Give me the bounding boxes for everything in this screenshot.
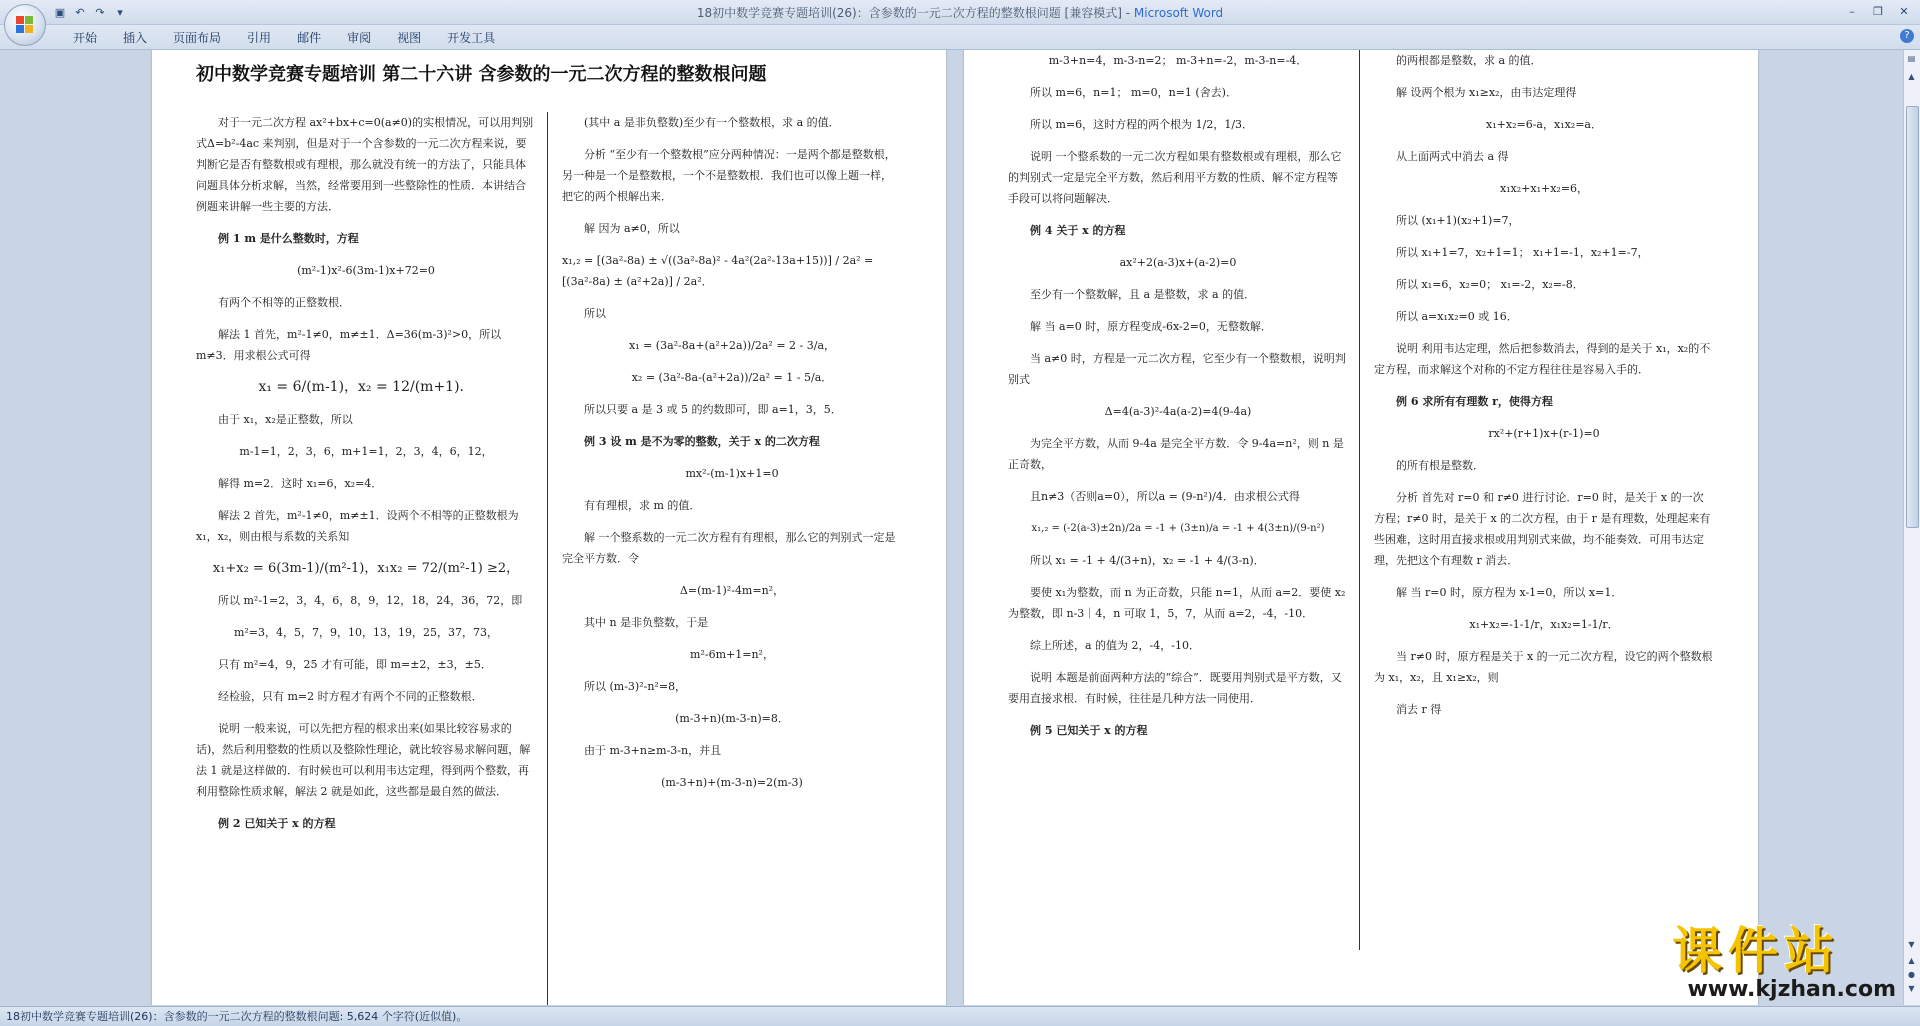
paragraph: 的所有根是整数． (1396, 459, 1484, 472)
window-title-app: Microsoft Word (1133, 6, 1224, 20)
paragraph: 消去 r 得 (1396, 703, 1442, 716)
solution-paragraph: 解 设两个根为 x₁≥x₂，由韦达定理得 (1396, 86, 1577, 99)
equation: x₁+x₂ = 6(3m-1)/(m²-1)，x₁x₂ = 72/(m²-1) ≥2， (212, 561, 520, 576)
paragraph: 对于一元二次方程 ax²+bx+c=0(a≠0)的实根情况，可以用判别式Δ=b²-4ac 来判别，但是对于一个含参数的一元二次方程来说，要判断它是否有整数根或有理根，那么就没有统一的方法了，只能具体问题具体分析求解，当然，经常要用到一些整除性的性质．本讲结合例题来讲解一些主要的方法． (196, 116, 534, 213)
paragraph: 有两个不相等的正整数根． (218, 296, 350, 309)
help-icon[interactable]: ? (1900, 29, 1914, 43)
equation-system: m-3+n=4，m-3-n=2； m-3+n=-2，m-3-n=-4． (1048, 54, 1308, 67)
tab-page-layout[interactable]: 页面布局 (173, 31, 222, 45)
tab-view[interactable]: 视图 (397, 31, 422, 45)
note-paragraph: 说明 利用韦达定理，然后把参数消去，得到的是关于 x₁，x₂的不定方程，而求解这个对称的不定方程往往是容易入手的． (1374, 342, 1711, 376)
tab-insert[interactable]: 插入 (123, 31, 148, 45)
equation-system: 所以 x₁+1=7，x₂+1=1； x₁+1=-1，x₂+1=-7， (1396, 246, 1649, 259)
paragraph: 至少有一个整数解，且 a 是整数，求 a 的值． (1030, 288, 1256, 301)
restore-icon[interactable]: ❐ (1873, 4, 1883, 18)
column-1 (196, 112, 536, 845)
paragraph: 当 r≠0 时，原方程是关于 x 的一元二次方程，设它的两个整数根为 x₁，x₂，且 x₁≥x₂，则 (1374, 650, 1713, 684)
paragraph: 只有 m²=4，9，25 才有可能，即 m=±2，±3，±5． (218, 658, 492, 671)
scrollbar-thumb[interactable] (1906, 106, 1919, 528)
equation: rx²+(r+1)x+(r-1)=0 (1488, 427, 1600, 440)
paragraph: 所以 (584, 307, 606, 320)
equation-system: x₁+x₂=6-a，x₁x₂=a． (1486, 118, 1602, 131)
vertical-scrollbar[interactable] (1903, 50, 1920, 1005)
equation: m-1=1，2，3，6，m+1=1，2，3，4，6，12， (239, 445, 493, 458)
equation: (m-3+n)(m-3-n)=8． (675, 712, 789, 725)
equation: x₁ = 6/(m-1)，x₂ = 12/(m+1)． (258, 379, 474, 395)
paragraph: 经检验，只有 m=2 时方程才有两个不同的正整数根． (218, 690, 483, 703)
column-4 (1374, 50, 1714, 731)
paragraph: 解得 m=2．这时 x₁=6，x₂=4． (218, 477, 383, 490)
office-button[interactable] (4, 4, 46, 46)
redo-icon[interactable]: ↷ (95, 5, 105, 19)
column-divider (547, 112, 548, 1005)
paragraph: 由于 x₁，x₂是正整数，所以 (218, 413, 353, 426)
window-controls (1840, 2, 1916, 20)
column-3 (1008, 50, 1348, 752)
tab-developer[interactable]: 开发工具 (447, 31, 496, 45)
paragraph: 所以 (m-3)²-n²=8， (584, 680, 687, 693)
equation: m²=3，4，5，7，9，10，13，19，25，37，73， (233, 626, 499, 639)
watermark-logo (1672, 923, 1902, 1001)
equation: x₁x₂+x₁+x₂=6， (1499, 182, 1589, 195)
column-divider (1359, 50, 1360, 950)
paragraph: 且n≠3（否则a=0），所以a = (9-n²)/4．由求根公式得 (1030, 490, 1300, 503)
status-text: 18初中数学竞赛专题培训(26)：含参数的一元二次方程的整数根问题: 5,624 个字符(近似值)。 (6, 1010, 468, 1023)
example-heading: 例 6 求所有有理数 r，使得方程 (1396, 395, 1553, 408)
tab-mailings[interactable]: 邮件 (297, 31, 322, 45)
watermark-url: www.kjzhan.com (1687, 977, 1896, 1002)
paragraph: 所以 a=x₁x₂=0 或 16． (1396, 310, 1518, 323)
equation: (m²-1)x²-6(3m-1)x+72=0 (297, 264, 435, 277)
example-heading: 例 4 关于 x 的方程 (1030, 224, 1126, 237)
close-icon[interactable]: ✕ (1899, 4, 1909, 18)
note-paragraph: 说明 一个整系数的一元二次方程如果有整数根或有理根，那么它的判别式一定是完全平方数，然后利用平方数的性质、解不定方程等手段可以将问题解决． (1008, 150, 1342, 205)
solution-paragraph: 解 当 r=0 时，原方程为 x-1=0，所以 x=1． (1396, 586, 1623, 599)
note-paragraph: 说明 本题是前面两种方法的“综合”．既要用判别式是平方数，又要用直接求根．有时候，往往是几种方法一同使用． (1008, 671, 1342, 705)
equation: ax²+2(a-3)x+(a-2)=0 (1119, 256, 1237, 269)
note-paragraph: 说明 一般来说，可以先把方程的根求出来(如果比较容易求的话)，然后利用整数的性质以及整除性理论，就比较容易求解问题，解法 1 就是这样做的．有时候也可以利用韦达定理，得到两个整数，再利用整除性质求解，解法 2 就是如此，这些都是最自然的做法． (196, 722, 531, 798)
quick-access-toolbar (52, 3, 128, 21)
page-2 (964, 50, 1758, 1005)
save-icon[interactable]: ▣ (54, 5, 66, 19)
paragraph: 综上所述，a 的值为 2，-4，-10． (1030, 639, 1200, 652)
example-heading: 例 5 已知关于 x 的方程 (1030, 724, 1148, 737)
scroll-down-icon[interactable]: ▼ (1908, 940, 1915, 949)
paragraph: 所以只要 a 是 3 或 5 的约数即可，即 a=1，3，5． (584, 403, 842, 416)
solution-paragraph: 解 当 a=0 时，原方程变成-6x-2=0，无整数解． (1030, 320, 1272, 333)
equation-system: x₁+x₂=-1-1/r，x₁x₂=1-1/r． (1469, 618, 1619, 631)
paragraph: 为完全平方数，从而 9-4a 是完全平方数．令 9-4a=n²，则 n 是正奇数， (1008, 437, 1344, 471)
office-logo-icon (16, 16, 34, 34)
equation: 所以 x₁ = -1 + 4/(3+n)，x₂ = -1 + 4/(3-n)． (1030, 554, 1265, 567)
paragraph: 所以 m=6，这时方程的两个根为 1/2，1/3． (1030, 118, 1254, 131)
ribbon-tabs (0, 25, 1920, 50)
column-2 (562, 112, 902, 804)
status-bar (0, 1006, 1920, 1026)
equation-system: 所以 x₁=6，x₂=0； x₁=-2，x₂=-8． (1396, 278, 1584, 291)
paragraph: 从上面两式中消去 a 得 (1396, 150, 1509, 163)
equation: x₂ = (3a²-8a-(a²+2a))/2a² = 1 - 5/a． (631, 371, 833, 384)
document-title: 初中数学竞赛专题培训 第二十六讲 含参数的一元二次方程的整数根问题 (196, 64, 767, 85)
paragraph: 其中 n 是非负整数，于是 (584, 616, 709, 629)
paragraph: 的两根都是整数，求 a 的值． (1396, 54, 1542, 67)
example-heading: 例 1 m 是什么整数时，方程 (218, 232, 359, 245)
equation: Δ=4(a-3)²-4a(a-2)=4(9-4a) (1104, 405, 1252, 418)
previous-page-icon[interactable]: ▲ (1908, 956, 1915, 965)
paragraph: 由于 m-3+n≥m-3-n，并且 (584, 744, 722, 757)
solution-paragraph: 解 因为 a≠0，所以 (584, 222, 680, 235)
minimize-icon[interactable]: – (1849, 4, 1855, 18)
window-title: 18初中数学竞赛专题培训(26)：含参数的一元二次方程的整数根问题 [兼容模式] - Microsoft Word (696, 6, 1224, 20)
ruler-toggle-icon[interactable]: ▤ (1907, 54, 1916, 63)
undo-icon[interactable]: ↶ (75, 5, 85, 19)
paragraph: 所以 (x₁+1)(x₂+1)=7， (1396, 214, 1520, 227)
browse-object-icon[interactable]: ● (1908, 970, 1915, 979)
solution-paragraph: 解法 2 首先，m²-1≠0，m≠±1．设两个不相等的正整数根为 x₁，x₂，则由根与系数的关系知 (196, 509, 519, 543)
solution-paragraph: 解法 1 首先，m²-1≠0，m≠±1．Δ=36(m-3)²>0，所以 m≠3．用求根公式可得 (196, 328, 502, 362)
equation-system: 所以 m=6，n=1； m=0，n=1 (舍去)． (1030, 86, 1237, 99)
window-title-doc: 18初中数学竞赛专题培训(26)：含参数的一元二次方程的整数根问题 [兼容模式] (696, 6, 1122, 20)
tab-references[interactable]: 引用 (247, 31, 272, 45)
equation: x₁,₂ = (-2(a-3)±2n)/2a = -1 + (3±n)/a = -1 + 4(3±n)/(9-n²) (1031, 523, 1325, 534)
qat-dropdown-icon[interactable]: ▾ (117, 5, 123, 19)
equation: x₁ = (3a²-8a+(a²+2a))/2a² = 2 - 3/a， (628, 339, 836, 352)
tab-home[interactable]: 开始 (73, 31, 98, 45)
example-heading: 例 3 设 m 是不为零的整数，关于 x 的二次方程 (584, 435, 820, 448)
analysis-paragraph: 分析 首先对 r=0 和 r≠0 进行讨论．r=0 时，是关于 x 的一次方程；r≠0 时，是关于 x 的二次方程，由于 r 是有理数，处理起来有些困难，这时用直接求根或用判别式来做，均不能奏效．可用韦达定理，先把这个有理数 r 消去． (1374, 491, 1711, 567)
document-area[interactable] (0, 50, 1904, 1005)
scroll-up-icon[interactable]: ▲ (1908, 72, 1915, 81)
next-page-icon[interactable]: ▼ (1908, 984, 1915, 993)
equation: m²-6m+1=n²， (690, 648, 774, 661)
title-bar (0, 0, 1920, 25)
equation: Δ=(m-1)²-4m=n²， (679, 584, 785, 597)
equation: mx²-(m-1)x+1=0 (685, 467, 779, 480)
equation: x₁,₂ = [(3a²-8a) ± √((3a²-8a)² - 4a²(2a²-13a+15))] / 2a² = [(3a²-8a) ± (a²+2a)] / 2a²． (562, 254, 874, 288)
tab-review[interactable]: 审阅 (347, 31, 372, 45)
analysis-paragraph: 分析 “至少有一个整数根”应分两种情况：一是两个都是整数根，另一种是一个是整数根，一个不是整数根．我们也可以像上题一样，把它的两个根解出来． (562, 148, 896, 203)
paragraph: 有有理根，求 m 的值． (584, 499, 701, 512)
paragraph: 所以 m²-1=2，3，4，6，8，9，12，18，24，36，72，即 (218, 594, 523, 607)
paragraph: (其中 a 是非负整数)至少有一个整数根，求 a 的值． (584, 116, 840, 129)
paragraph: 当 a≠0 时，方程是一元二次方程，它至少有一个整数根，说明判别式 (1008, 352, 1346, 386)
page-1 (152, 50, 946, 1005)
equation: (m-3+n)+(m-3-n)=2(m-3) (661, 776, 803, 789)
paragraph: 要使 x₁为整数，而 n 为正奇数，只能 n=1，从而 a=2．要使 x₂为整数，即 n-3｜4，n 可取 1，5，7，从而 a=2，-4，-10． (1008, 586, 1346, 620)
example-heading: 例 2 已知关于 x 的方程 (218, 817, 336, 830)
solution-paragraph: 解 一个整系数的一元二次方程有有理根，那么它的判别式一定是完全平方数．令 (562, 531, 896, 565)
watermark-name: 课件站 (1672, 922, 1840, 980)
